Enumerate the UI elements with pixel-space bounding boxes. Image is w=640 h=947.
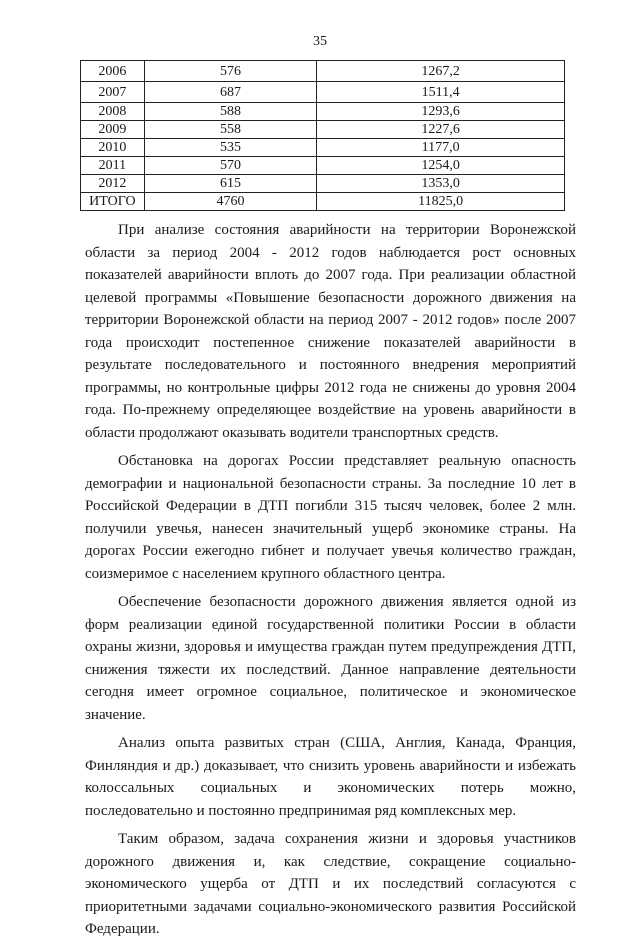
- table-row: [81, 139, 565, 157]
- page-number: 35: [313, 34, 327, 49]
- table-row: [81, 175, 565, 193]
- table-row: [81, 121, 565, 139]
- document-body: [85, 219, 576, 947]
- paragraph: Анализ опыта развитых стран (США, Англия, Канада, Франция, Финляндия и др.) доказывает, что снизить уровень аварийности и избежать колоссальных социальных и экономических потерь можно, последовательно и постоянно предпринимая ряд комплексных мер.: [85, 735, 576, 819]
- table-cell-value: 535: [144, 139, 316, 157]
- table-cell-value: 11825,0: [317, 193, 565, 211]
- table-cell-value: 4760: [144, 193, 316, 211]
- table-row: [81, 82, 565, 103]
- table-row: [81, 157, 565, 175]
- table-cell-value: 570: [144, 157, 316, 175]
- paragraph: Обеспечение безопасности дорожного движения является одной из форм реализации единой государственной политики России в области охраны жизни, здоровья и имущества граждан путем предупреждения ДТП, снижения тяжести их последствий. Данное направление деятельности сегодня имеет огромное социальное, политическое и экономическое значение.: [85, 594, 576, 723]
- table-cell-year: 2007: [81, 82, 145, 103]
- table-row: [81, 61, 565, 82]
- table-cell-value: 1227,6: [317, 121, 565, 139]
- table-cell-value: 1254,0: [317, 157, 565, 175]
- table-cell-value: 1293,6: [317, 103, 565, 121]
- paragraph: Таким образом, задача сохранения жизни и здоровья участников дорожного движения и, как следствие, сокращение социально-экономического ущерба от ДТП и их последствий согласуются с приоритетными задачами социально-экономического развития Российской Федерации.: [85, 831, 576, 937]
- table-cell-value: 588: [144, 103, 316, 121]
- table-cell-value: 558: [144, 121, 316, 139]
- table-cell-value: 576: [144, 61, 316, 82]
- accident-statistics-table: [80, 60, 565, 211]
- table-cell-value: 615: [144, 175, 316, 193]
- table-cell-total-label: ИТОГО: [81, 193, 145, 211]
- table-cell-year: 2008: [81, 103, 145, 121]
- table-cell-year: 2011: [81, 157, 145, 175]
- table-cell-value: 1353,0: [317, 175, 565, 193]
- table-cell-value: 687: [144, 82, 316, 103]
- table-cell-value: 1511,4: [317, 82, 565, 103]
- table-cell-year: 2006: [81, 61, 145, 82]
- table-cell-year: 2010: [81, 139, 145, 157]
- table-cell-value: 1177,0: [317, 139, 565, 157]
- paragraph: Обстановка на дорогах России представляет реальную опасность демографии и национальной безопасности страны. За последние 10 лет в Российской Федерации в ДТП погибли 315 тысяч человек, более 2 млн. получили увечья, нанесен значительный ущерб экономике страны. На дорогах России ежегодно гибнет и получает увечья количество граждан, соизмеримое с населением крупного областного центра.: [85, 453, 576, 582]
- table-cell-value: 1267,2: [317, 61, 565, 82]
- table-row: [81, 103, 565, 121]
- table-cell-year: 2009: [81, 121, 145, 139]
- table-cell-year: 2012: [81, 175, 145, 193]
- paragraph: При анализе состояния аварийности на территории Воронежской области за период 2004 - 2012 годов наблюдается рост основных показателей аварийности вплоть до 2007 года. При реализации областной целевой программы «Повышение безопасности дорожного движения на территории Воронежской области на период 2007 - 2012 годов» после 2007 года происходит постепенное снижение показателей аварийности в результате последовательного и постоянного внедрения мероприятий программы, но контрольные цифры 2012 года не снижены до уровня 2004 года. По-прежнему определяющее воздействие на уровень аварийности в области продолжают оказывать водители транспортных средств.: [85, 222, 576, 441]
- table-total-row: [81, 193, 565, 211]
